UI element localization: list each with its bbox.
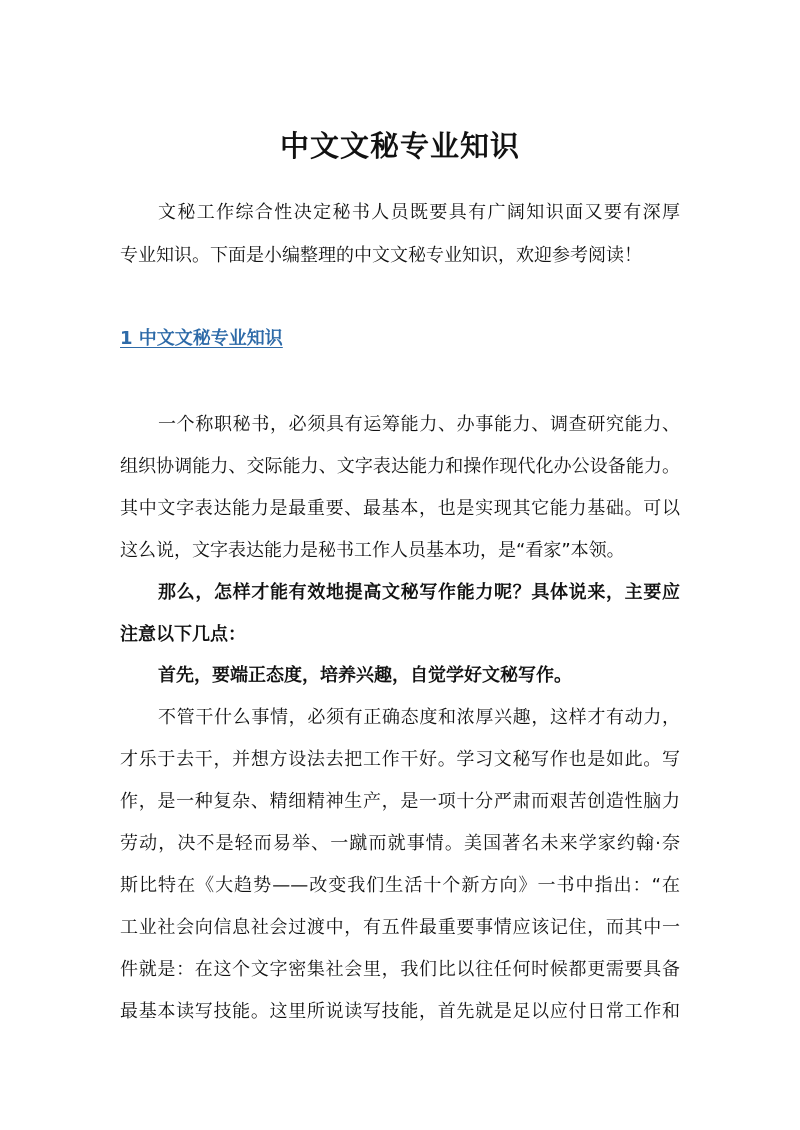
bold-first-point: 首先，要端正态度，培养兴趣，自觉学好文秘写作。 xyxy=(158,665,572,686)
para2-line-6: 工业社会向信息社会过渡中，有五件最重要事情应该记住，而其中一 xyxy=(120,917,680,938)
intro-line-1: 文秘工作综合性决定秘书人员既要具有广阔知识面又要有深厚 xyxy=(158,202,680,223)
para2-line-3: 作，是一种复杂、精细精神生产，是一项十分严肃而艰苦创造性脑力 xyxy=(120,791,680,812)
intro-line-2: 专业知识。下面是小编整理的中文文秘专业知识，欢迎参考阅读！ xyxy=(120,245,642,266)
section-heading-link[interactable]: 1 中文文秘专业知识 xyxy=(120,328,283,349)
para1-line-1: 一个称职秘书，必须具有运筹能力、办事能力、调查研究能力、 xyxy=(158,414,680,435)
para2-line-5: 斯比特在《大趋势——改变我们生活十个新方向》一书中指出：“在 xyxy=(120,875,680,896)
para2-line-7: 件就是：在这个文字密集社会里，我们比以往任何时候都更需要具备 xyxy=(120,959,680,980)
para1-line-2: 组织协调能力、交际能力、文字表达能力和操作现代化办公设备能力。 xyxy=(120,456,680,477)
para2-line-4: 劳动，决不是轻而易举、一蹴而就事情。美国著名未来学家约翰·奈 xyxy=(120,833,680,854)
bold-question-line-1: 那么，怎样才能有效地提高文秘写作能力呢？具体说来，主要应 xyxy=(158,582,680,603)
bold-question-line-2: 注意以下几点： xyxy=(120,624,246,645)
para1-line-3: 其中文字表达能力是最重要、最基本，也是实现其它能力基础。可以 xyxy=(120,498,680,519)
document-title: 中文文秘专业知识 xyxy=(279,129,520,163)
para2-line-2: 才乐于去干，并想方设法去把工作干好。学习文秘写作也是如此。写 xyxy=(120,749,680,770)
para2-line-1: 不管干什么事情，必须有正确态度和浓厚兴趣，这样才有动力， xyxy=(158,707,680,728)
para2-line-8: 最基本读写技能。这里所说读写技能，首先就是足以应付日常工作和 xyxy=(120,1001,680,1022)
para1-line-4: 这么说，文字表达能力是秘书工作人员基本功，是“看家”本领。 xyxy=(120,540,625,561)
